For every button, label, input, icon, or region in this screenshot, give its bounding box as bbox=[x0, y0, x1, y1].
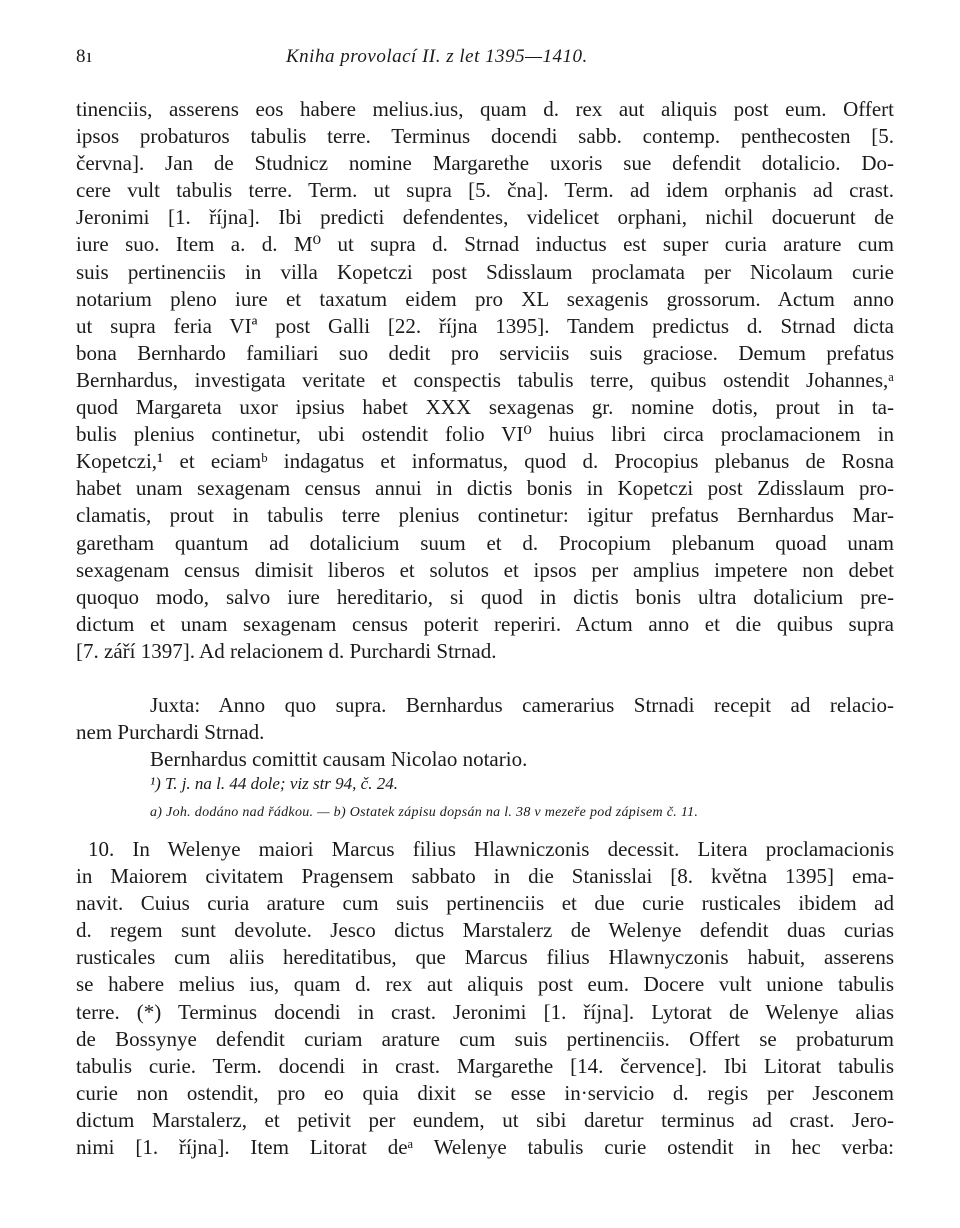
text-line: dictum et unam sexagenam census poterit reperiri. Actum anno et die quibus supra bbox=[76, 611, 894, 636]
text-line: 10. In Welenye maiori Marcus filius Hlawniczonis decessit. Litera proclamacionis bbox=[88, 837, 894, 861]
text-line: quoquo modo, salvo iure hereditario, si quod in dictis bonis ultra dotalicium pre- bbox=[76, 584, 894, 609]
text-line: d. regem sunt devolute. Jesco dictus Marstalerz de Welenye defendit duas curias bbox=[76, 918, 894, 943]
text-line: Kopetczi,¹ et eciamᵇ indagatus et informatus, quod d. Procopius plebanus de Rosna bbox=[76, 449, 894, 474]
running-title: Kniha provolací II. z let 1395—1410. bbox=[286, 46, 588, 67]
text-line: suis pertinenciis in villa Kopetczi post Sdisslaum proclamata per Nicolaum curie bbox=[76, 259, 894, 284]
text-line: Bernhardus, investigata veritate et conspectis tabulis terre, quibus ostendit Johannes,ᵃ bbox=[76, 367, 894, 392]
text-line: tinenciis, asserens eos habere melius.ius, quam d. rex aut aliquis post eum. Offert bbox=[76, 97, 894, 121]
text-line: terre. (*) Terminus docendi in crast. Jeronimi [1. října]. Lytorat de Welenye alias bbox=[76, 999, 894, 1024]
text-line: ipsos probaturos tabulis terre. Terminus docendi sabb. contemp. penthecosten [5. bbox=[76, 124, 894, 149]
text-line: se habere melius ius, quam d. rex aut aliquis post eum. Docere vult unione tabulis bbox=[76, 972, 894, 997]
text-line: garetham quantum ad dotalicium suum et d. Procopium plebanum quoad unam bbox=[76, 530, 894, 555]
text-line: ut supra feria VIª post Galli [22. října 1395]. Tandem predictus d. Strnad dicta bbox=[76, 313, 894, 338]
text-line: notarium pleno iure et taxatum eidem pro XL sexagenis grossorum. Actum anno bbox=[76, 286, 894, 311]
text-line: sexagenam census dimisit liberos et solutos et ipsos per amplius impetere non debet bbox=[76, 557, 894, 582]
section-10-paragraph bbox=[76, 836, 894, 1161]
text-line: bulis plenius continetur, ubi ostendit folio VI⁰ huius libri circa proclamacionem in bbox=[76, 422, 894, 447]
text-line: curie non ostendit, pro eo quia dixit se esse in·servicio d. regis per Jesconem bbox=[76, 1080, 894, 1105]
text-line: in Maiorem civitatem Pragensem sabbato in die Stanisslai [8. května 1395] ema- bbox=[76, 864, 894, 889]
juxta-paragraph-cont bbox=[76, 719, 894, 746]
text-line: tabulis curie. Term. docendi in crast. Margarethe [14. července]. Ibi Litorat tabulis bbox=[76, 1053, 894, 1078]
text-line: nem Purchardi Strnad. bbox=[76, 720, 265, 744]
text-line: nimi [1. října]. Item Litorat deᵃ Welenye tabulis curie ostendit in hec verba: bbox=[76, 1135, 894, 1160]
text-line: cere vult tabulis terre. Term. ut supra [5. čna]. Term. ad idem orphanis ad crast. bbox=[76, 178, 894, 203]
footnote-1: ¹) T. j. na l. 44 dole; viz str 94, č. 24. bbox=[150, 774, 398, 793]
text-line: navit. Cuius curia arature cum suis pertinenciis et due curie rusticales ibidem ad bbox=[76, 891, 894, 916]
footnote-2: a) Joh. dodáno nad řádkou. — b) Ostatek zápisu dopsán na l. 38 v mezeře pod zápisem č. 11. bbox=[150, 805, 699, 820]
juxta-paragraph bbox=[150, 692, 894, 719]
text-line: dictum Marstalerz, et petivit per eundem, ut sibi daretur terminus ad crast. Jero- bbox=[76, 1107, 894, 1132]
text-line: habet unam sexagenam census annui in dictis bonis in Kopetczi post Zdisslaum pro- bbox=[76, 476, 894, 501]
text-line: [7. září 1397]. Ad relacionem d. Purchardi Strnad. bbox=[76, 638, 497, 663]
text-line: clamatis, prout in tabulis terre plenius continetur: igitur prefatus Bernhardus Mar- bbox=[76, 503, 894, 528]
text-line: iure suo. Item a. d. M⁰ ut supra d. Strnad inductus est super curia arature cum bbox=[76, 232, 894, 257]
text-line: rusticales cum aliis hereditatibus, que Marcus filius Hlawnyczonis habuit, asserens bbox=[76, 945, 894, 970]
commit-line: Bernhardus comittit causam Nicolao notario. bbox=[150, 747, 528, 771]
text-line: bona Bernhardo familiari suo dedit pro serviciis suis graciose. Demum prefatus bbox=[76, 340, 894, 365]
text-line: de Bossynye defendit curiam arature cum suis pertinenciis. Offert se probaturum bbox=[76, 1026, 894, 1051]
body-paragraph bbox=[76, 96, 894, 665]
text-line: Juxta: Anno quo supra. Bernhardus camerarius Strnadi recepit ad relacio- bbox=[150, 693, 894, 717]
text-line: června]. Jan de Studnicz nomine Margarethe uxoris sue defendit dotalicio. Do- bbox=[76, 151, 894, 176]
page-header bbox=[76, 44, 890, 74]
text-line: Jeronimi [1. října]. Ibi predicti defendentes, videlicet orphani, nichil docuerunt de bbox=[76, 205, 894, 230]
text-line: quod Margareta uxor ipsius habet XXX sexagenas gr. nomine dotis, prout in ta- bbox=[76, 395, 894, 420]
page-number: 8ı bbox=[76, 46, 93, 67]
